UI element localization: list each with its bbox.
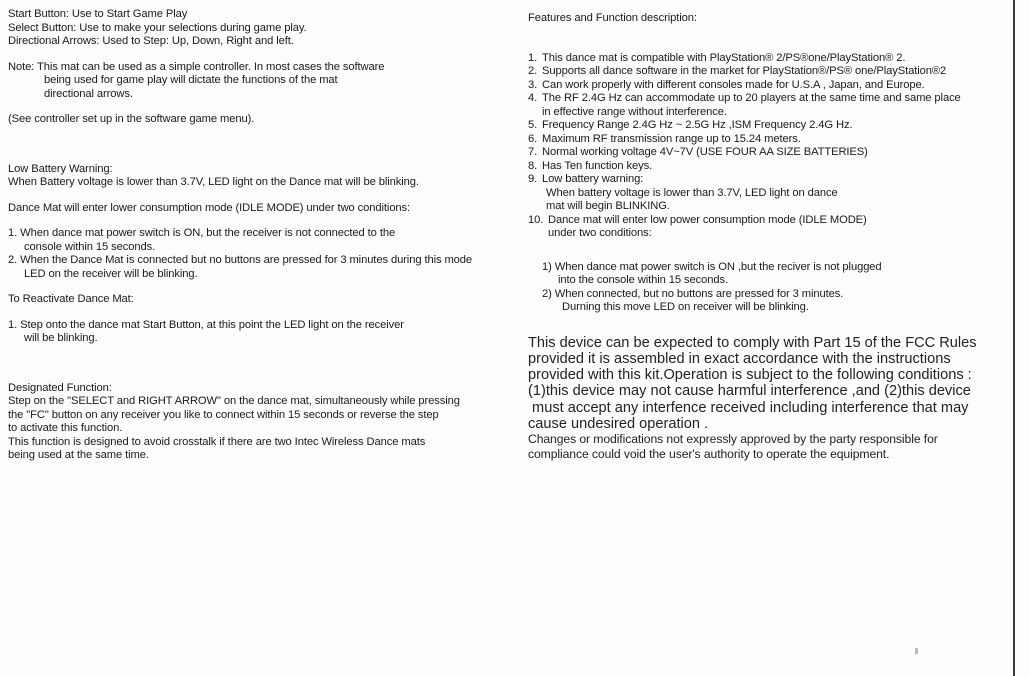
feature-number: 6. bbox=[528, 132, 538, 145]
right-column bbox=[528, 12, 998, 461]
start-button-text: Start Button: Use to Start Game Play bbox=[8, 8, 188, 20]
idle-sub-1-cont: into the console within 15 seconds. bbox=[558, 274, 729, 286]
designated-line: Step on the "SELECT and RIGHT ARROW" on the dance mat, simultaneously while pressing bbox=[8, 395, 460, 407]
feature-text: Low battery warning: bbox=[542, 173, 644, 185]
fcc-line: cause undesired operation . bbox=[528, 415, 709, 432]
fcc-line: provided it is assembled in exact accordance with the instructions bbox=[528, 350, 951, 367]
feature-number: 8. bbox=[528, 159, 538, 172]
feature-item bbox=[528, 146, 998, 160]
idle-item-1: 1. When dance mat power switch is ON, but the receiver is not connected to the bbox=[8, 227, 396, 239]
feature-item bbox=[528, 173, 998, 187]
designated-line: being used at the same time. bbox=[8, 449, 149, 461]
note-line: Note: This mat can be used as a simple controller. In most cases the software bbox=[8, 60, 385, 73]
feature-text-cont: under two conditions: bbox=[548, 227, 652, 239]
feature-text-cont: mat will begin BLINKING. bbox=[546, 200, 670, 212]
note-line: directional arrows. bbox=[44, 87, 133, 100]
feature-number: 5. bbox=[528, 119, 538, 131]
feature-item bbox=[528, 92, 998, 106]
fcc-line: This device can be expected to comply with Part 15 of the FCC Rules bbox=[528, 334, 977, 351]
idle-sub-2-cont: Durning this move LED on receiver will be blinking. bbox=[562, 301, 809, 313]
feature-text: Supports all dance software in the market for PlayStation®/PS® one/PlayStation®2 bbox=[542, 65, 947, 77]
fcc-line: provided with this kit.Operation is subject to the following conditions : bbox=[528, 367, 972, 384]
idle-item-2: 2. When the Dance Mat is connected but no buttons are pressed for 3 minutes during this mode bbox=[8, 254, 473, 266]
feature-text: This dance mat is compatible with PlayStation® 2/PS®one/PlayStation® 2. bbox=[542, 51, 906, 64]
idle-item-2-cont: LED on the receiver will be blinking. bbox=[24, 267, 198, 280]
designated-line: the "FC" button on any receiver you like to connect within 15 seconds or reverse the step bbox=[8, 408, 439, 421]
left-column bbox=[8, 8, 498, 463]
directional-arrows-text: Directional Arrows: Used to Step: Up, Down, Right and left. bbox=[8, 35, 294, 47]
feature-item bbox=[528, 65, 998, 79]
fcc-line: must accept any interfence received including interference that may bbox=[528, 399, 969, 416]
fcc-statement bbox=[528, 335, 998, 433]
low-battery-text: When Battery voltage is lower than 3.7V, LED light on the Dance mat will be blinking. bbox=[8, 176, 419, 188]
idle-item-1-cont: console within 15 seconds. bbox=[24, 240, 156, 253]
page-edge-line bbox=[1013, 0, 1015, 676]
feature-number: 1. bbox=[528, 51, 538, 64]
idle-intro: Dance Mat will enter lower consumption mode (IDLE MODE) under two conditions: bbox=[8, 201, 411, 214]
feature-text-cont: When battery voltage is lower than 3.7V, LED light on dance bbox=[546, 186, 838, 199]
idle-sub-1: 1) When dance mat power switch is ON ,but the reciver is not plugged bbox=[542, 260, 882, 273]
feature-number: 7. bbox=[528, 146, 538, 158]
designated-line: This function is designed to avoid crosstalk if there are two Intec Wireless Dance mats bbox=[8, 435, 426, 448]
reactivate-title: To Reactivate Dance Mat: bbox=[8, 293, 134, 305]
changes-statement bbox=[528, 432, 998, 461]
fcc-line: (1)this device may not cause harmful interference ,and (2)this device bbox=[528, 383, 971, 400]
feature-text: Normal working voltage 4V~7V (USE FOUR AA SIZE BATTERIES) bbox=[542, 146, 868, 158]
designated-title: Designated Function: bbox=[8, 381, 112, 394]
reactivate-item-1-cont: will be blinking. bbox=[24, 332, 98, 344]
feature-number: 2. bbox=[528, 65, 538, 77]
feature-item bbox=[528, 160, 998, 174]
changes-line: Changes or modifications not expressly approved by the party responsible for bbox=[528, 432, 938, 447]
feature-number: 10. bbox=[528, 213, 544, 226]
feature-text: Maximum RF transmission range up to 15.24 meters. bbox=[542, 132, 801, 145]
feature-number: 4. bbox=[528, 92, 538, 104]
feature-text: Can work properly with different consoles made for U.S.A , Japan, and Europe. bbox=[542, 78, 925, 91]
feature-text: Has Ten function keys. bbox=[542, 159, 653, 172]
feature-item bbox=[528, 119, 998, 133]
changes-line: compliance could void the user's authority to operate the equipment. bbox=[528, 446, 890, 461]
feature-item bbox=[528, 52, 998, 66]
select-button-text: Select Button: Use to make your selections during game play. bbox=[8, 21, 307, 34]
idle-sub-2: 2) When connected, but no buttons are pressed for 3 minutes. bbox=[542, 287, 844, 300]
designated-line: to activate this function. bbox=[8, 422, 123, 434]
feature-item bbox=[528, 214, 998, 228]
feature-item bbox=[528, 79, 998, 93]
feature-text: Dance mat will enter low power consumption mode (IDLE MODE) bbox=[548, 213, 867, 226]
feature-number: 9. bbox=[528, 173, 538, 185]
feature-text: Frequency Range 2.4G Hz ~ 2.5G Hz ,ISM Frequency 2.4G Hz. bbox=[542, 119, 853, 131]
reactivate-item-1: 1. Step onto the dance mat Start Button, at this point the LED light on the receiver bbox=[8, 318, 404, 331]
feature-text: The RF 2.4G Hz can accommodate up to 20 players at the same time and same place bbox=[542, 92, 961, 104]
low-battery-title: Low Battery Warning: bbox=[8, 162, 113, 175]
feature-number: 3. bbox=[528, 78, 538, 91]
feature-text-cont: in effective range without interference. bbox=[542, 105, 727, 118]
features-title: Features and Function description: bbox=[528, 12, 697, 24]
feature-item bbox=[528, 133, 998, 147]
scan-speck bbox=[915, 648, 918, 654]
see-controller-text: (See controller set up in the software game menu). bbox=[8, 113, 255, 125]
note-line: being used for game play will dictate the functions of the mat bbox=[44, 74, 338, 86]
